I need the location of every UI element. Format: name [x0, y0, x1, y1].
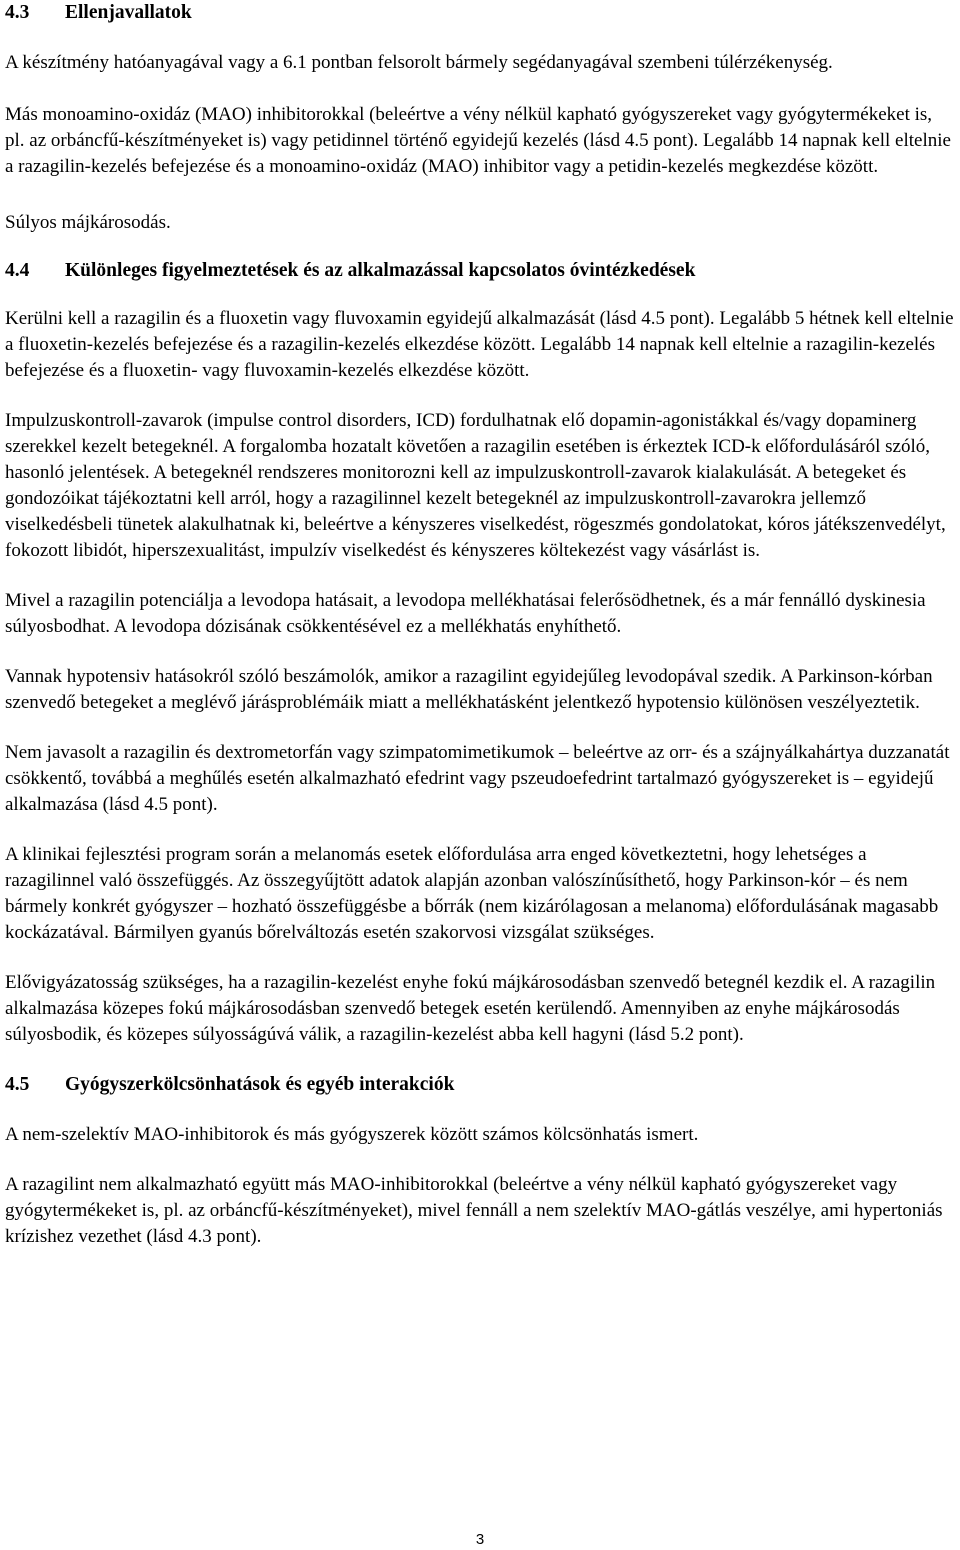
paragraph: Mivel a razagilin potenciálja a levodopa hatásait, a levodopa mellékhatásai felerősödhetnek, és a már fennálló dyskinesia súlyosbodhat. A levodopa dózisának csökkentésével ez a mellékhatás enyhíthető. [5, 590, 926, 637]
paragraph: A razagilint nem alkalmazható együtt más MAO-inhibitorokkal (beleértve a vény nélkül kapható gyógyszereket vagy gyógytermékeket is, pl. az orbáncfű-készítményeket), mivel fennáll a nem szelektív MAO-gátlás veszélye, ami hypertoniás krízishez vezethet (lásd 4.3 pont). [5, 1174, 943, 1247]
section-title: Gyógyszerkölcsönhatások és egyéb interakciók [65, 1074, 455, 1095]
paragraph: Súlyos májkárosodás. [5, 212, 171, 233]
page-number: 3 [475, 1531, 485, 1548]
paragraph: Kerülni kell a razagilin és a fluoxetin vagy fluvoxamin egyidejű alkalmazását (lásd 4.5 pont). Legalább 5 hétnek kell eltelnie a fluoxetin-kezelés befejezése és a razagilin-kezelés elkezdése között. Legalább 14 napnak kell eltelnie a razagilin-kezelés befejezése és a fluoxetin- vagy fluvoxamin-kezelés elkezdése között. [5, 308, 954, 381]
section-heading-4-3 [5, 0, 955, 26]
section-number: 4.3 [5, 2, 30, 23]
section-title: Különleges figyelmeztetések és az alkalmazással kapcsolatos óvintézkedések [65, 260, 696, 281]
paragraph: A klinikai fejlesztési program során a melanomás esetek előfordulása arra enged következtetni, hogy lehetséges a razagilinnel való összefüggés. Az összegyűjtött adatok alapján azonban valószínűsíthető, hogy Parkinson-kór – és nem bármely konkrét gyógyszer – hozható összefüggésbe a bőrrák (nem kizárólagosan a melanoma) előfordulásának magasabb kockázatával. Bármilyen gyanús bőrelváltozás esetén szakorvosi vizsgálat szükséges. [5, 844, 939, 943]
paragraph: Vannak hypotensiv hatásokról szóló beszámolók, amikor a razagilint egyidejűleg levodopával szedik. A Parkinson-kórban szenvedő betegeket a meglévő járásproblémáik miatt a mellékhatásként jelentkező hypotensio különösen veszélyeztetik. [5, 666, 933, 713]
section-heading-4-4 [5, 258, 955, 284]
section-number: 4.5 [5, 1074, 30, 1095]
section-number: 4.4 [5, 260, 30, 281]
paragraph: A készítmény hatóanyagával vagy a 6.1 pontban felsorolt bármely segédanyagával szembeni túlérzékenység. [5, 52, 833, 73]
paragraph: Más monoamino-oxidáz (MAO) inhibitorokkal (beleértve a vény nélkül kapható gyógyszereket vagy gyógytermékeket is, pl. az orbáncfű-készítményeket is) vagy petidinnel történő egyidejű kezelés (lásd 4.5 pont). Legalább 14 napnak kell eltelnie a razagilin-kezelés befejezése és a monoamino-oxidáz (MAO) inhibitor vagy a petidin-kezelés megkezdése között. [5, 104, 951, 177]
paragraph: Elővigyázatosság szükséges, ha a razagilin-kezelést enyhe fokú májkárosodásban szenvedő betegnél kezdik el. A razagilin alkalmazása közepes fokú májkárosodásban szenvedő betegek esetén kerülendő. Amennyiben az enyhe májkárosodás súlyosbodik, és közepes súlyosságúvá válik, a razagilin-kezelést abba kell hagyni (lásd 5.2 pont). [5, 972, 936, 1045]
document-page [5, 0, 955, 1250]
section-heading-4-5 [5, 1072, 955, 1098]
section-title: Ellenjavallatok [65, 2, 192, 23]
paragraph: A nem-szelektív MAO-inhibitorok és más gyógyszerek között számos kölcsönhatás ismert. [5, 1124, 699, 1145]
paragraph: Impulzuskontroll-zavarok (impulse control disorders, ICD) fordulhatnak elő dopamin-agonistákkal és/vagy dopaminerg szerekkel kezelt betegeknél. A forgalomba hozatalt követően a razagilin esetében is érkeztek ICD-k előfordulásáról szóló, hasonló jelentések. A betegeknél rendszeres monitorozni kell az impulzuskontroll-zavarok kialakulását. A betegeket és gondozóikat tájékoztatni kell arról, hogy a razagilinnel kezelt betegeknél az impulzuskontroll-zavarokra jellemző viselkedésbeli tünetek alakulhatnak ki, beleértve a kényszeres viselkedést, rögeszmés gondolatokat, kóros játékszenvedélyt, fokozott libidót, hiperszexualitást, impulzív viselkedést és kényszeres költekezést vagy vásárlást is. [5, 410, 946, 561]
paragraph: Nem javasolt a razagilin és dextrometorfán vagy szimpatomimetikumok – beleértve az orr- és a szájnyálkahártya duzzanatát csökkentő, továbbá a meghűlés esetén alkalmazható efedrint vagy pszeudoefedrint tartalmazó gyógyszereket is – egyidejű alkalmazása (lásd 4.5 pont). [5, 742, 950, 815]
